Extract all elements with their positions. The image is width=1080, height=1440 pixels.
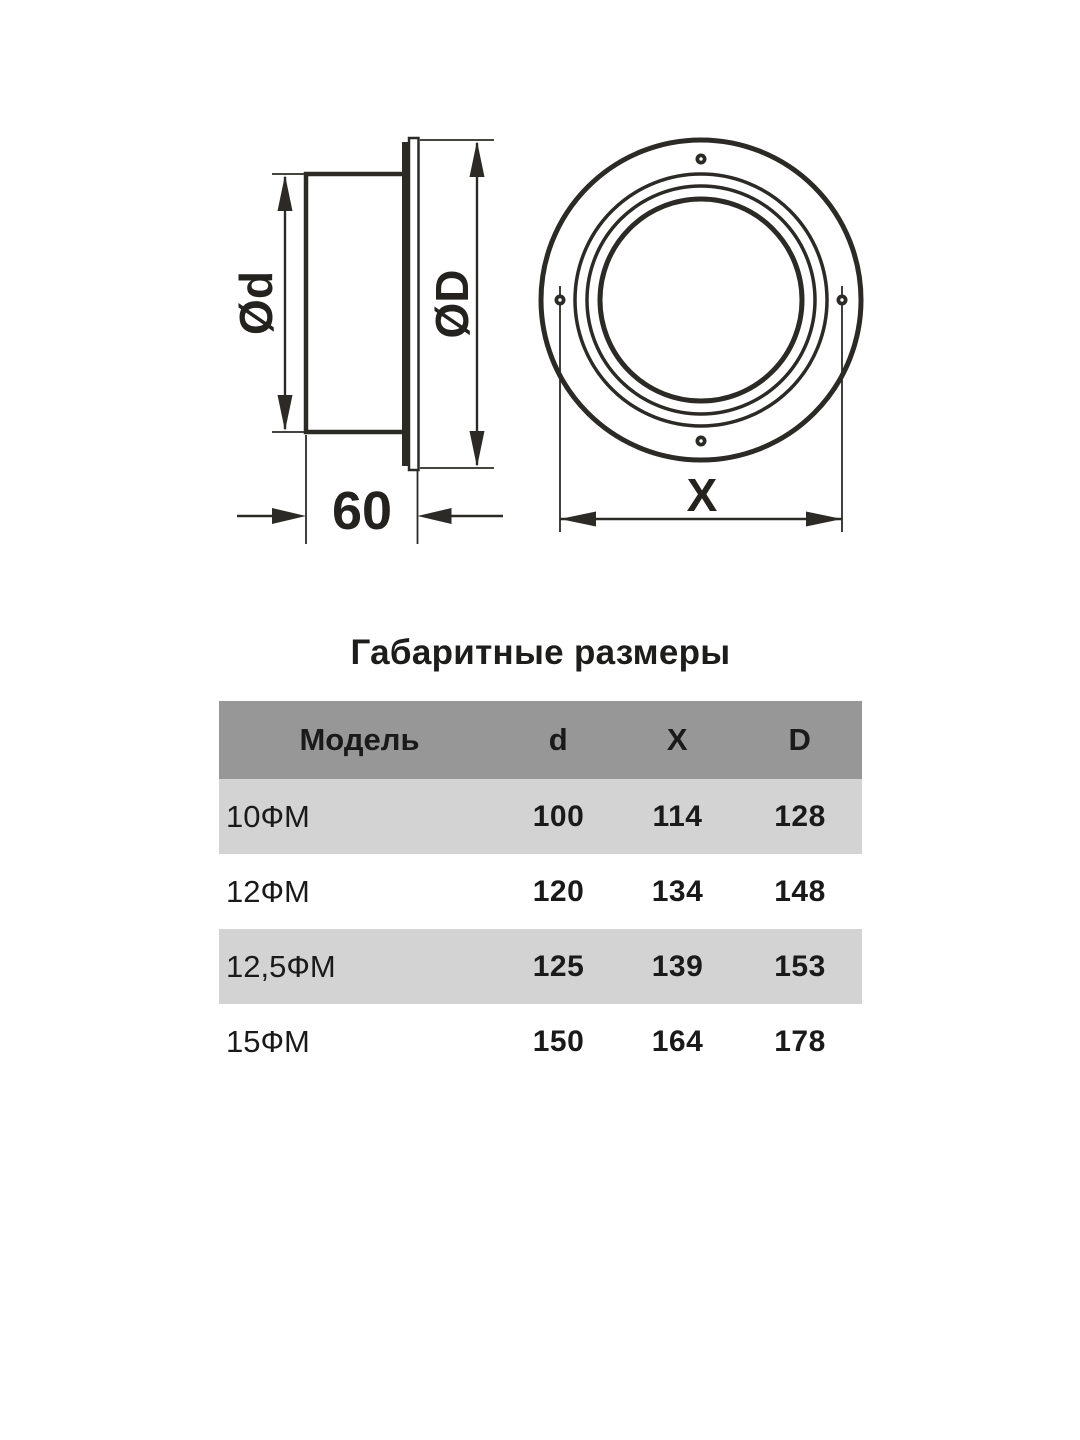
model-cell: 12,5ФМ [226,948,336,984]
header-D: D [788,722,812,757]
flange-inner-ring [575,174,827,426]
outer-diameter-dimension [420,140,494,468]
outer-diameter-label: ØD [426,269,478,339]
model-cell: 15ФМ [226,1023,310,1059]
inner-diameter-dimension [230,174,307,432]
front-view [541,140,861,532]
d-cell: 125 [532,949,585,983]
d-cell: 150 [532,1024,585,1058]
table-row [219,779,862,854]
header-x: X [666,722,689,757]
header-d: d [548,722,569,757]
dimension-drawing [0,0,1080,600]
D-cell: 128 [774,799,826,833]
bolt-circle-label: X [686,469,718,521]
model-cell: 12ФМ [226,873,310,909]
header-model: Модель [299,722,420,757]
x-cell: 139 [651,949,704,983]
flange-plate [409,138,419,470]
d-cell: 120 [532,874,585,908]
section-title: Габаритные размеры [350,633,731,672]
D-cell: 153 [774,949,826,983]
spigot-inner-circle [600,199,802,401]
table-row [219,1004,862,1079]
D-cell: 148 [774,874,826,908]
depth-dimension [237,435,503,544]
d-cell: 100 [532,799,585,833]
depth-label: 60 [331,481,393,541]
inner-diameter-label: Ød [230,271,282,335]
D-cell: 178 [774,1024,826,1058]
table-header-row [219,701,862,779]
x-cell: 164 [651,1024,704,1058]
x-cell: 134 [651,874,704,908]
spigot-outer-circle [587,186,815,414]
x-cell: 114 [652,799,703,833]
model-cell: 10ФМ [226,798,310,834]
flange-outer-circle [541,140,861,460]
table-row [219,854,862,929]
table-row [219,929,862,1004]
spigot-body [306,174,406,432]
side-view [230,138,503,544]
dimensions-table [219,701,862,1079]
